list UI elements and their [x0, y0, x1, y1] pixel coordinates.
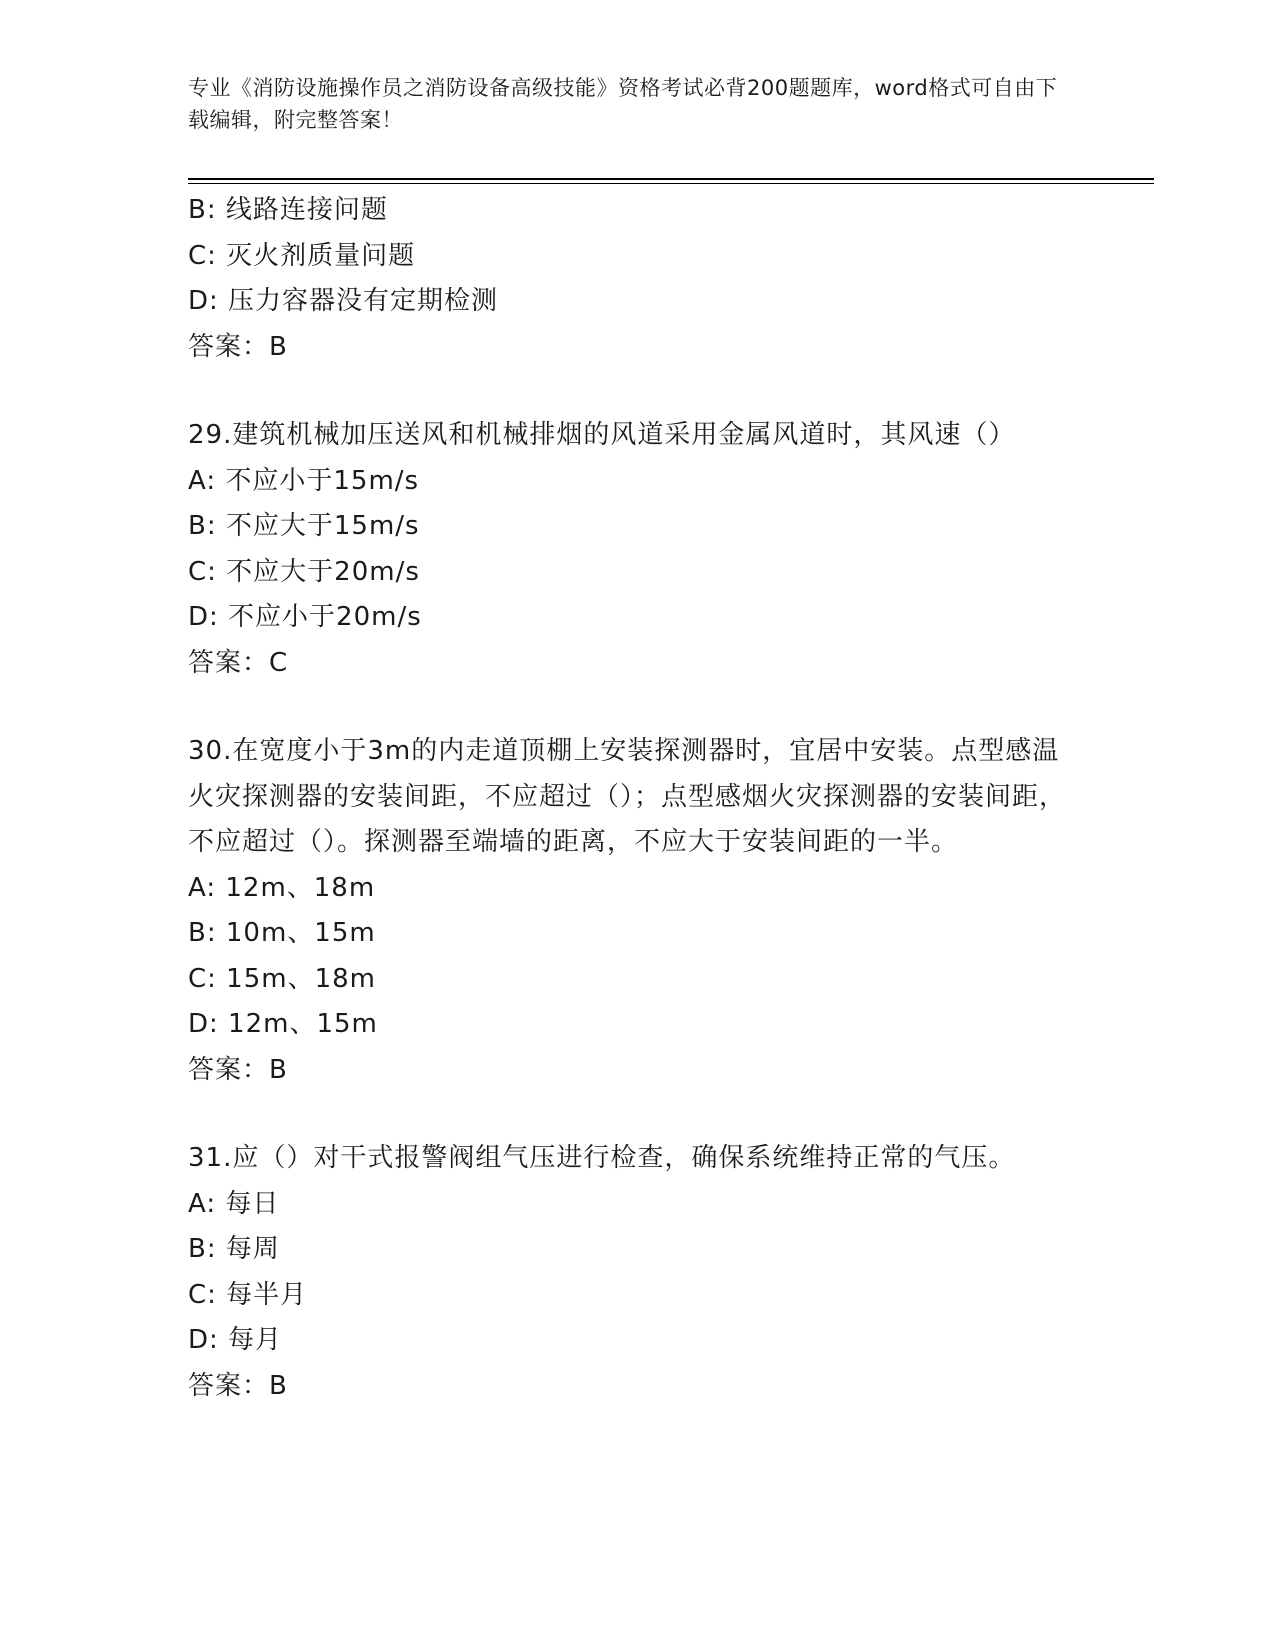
option-a: A: 不应小于15m/s	[188, 465, 420, 496]
option-d: D: 不应小于20m/s	[188, 602, 422, 632]
spacer	[188, 686, 1068, 729]
option-b: B: 不应大于15m/s	[188, 511, 420, 541]
question-block-31	[188, 1136, 1068, 1409]
option-d: D: 每月	[188, 1325, 283, 1355]
option-a: A: 12m、18m	[188, 872, 376, 903]
option-a: A: 每日	[188, 1188, 280, 1219]
question-block-30	[188, 729, 1068, 1093]
question-text: 29.建筑机械加压送风和机械排烟的风道采用金属风道时，其风速（）	[188, 420, 1016, 450]
question-text: 31.应（）对干式报警阀组气压进行检查，确保系统维持正常的气压。	[188, 1143, 1016, 1173]
option-d: D: 压力容器没有定期检测	[188, 286, 499, 316]
answer-line: 答案：B	[188, 1054, 288, 1085]
spacer	[188, 1093, 1068, 1136]
answer-line: 答案：B	[188, 331, 288, 362]
document-header: 专业《消防设施操作员之消防设备高级技能》资格考试必背200题题库，word格式可自由下载编辑，附完整答案！	[188, 76, 1058, 132]
option-c: C: 每半月	[188, 1279, 308, 1310]
header-divider-thick	[188, 178, 1154, 180]
option-b: B: 线路连接问题	[188, 195, 388, 225]
spacer	[188, 370, 1068, 413]
question-list	[188, 188, 1068, 1409]
question-text: 30.在宽度小于3m的内走道顶棚上安装探测器时，宜居中安装。点型感温火灾探测器的安装间距，不应超过（）；点型感烟火灾探测器的安装间距，不应超过（）。探测器至端墙的距离，不应大于安装间距的一半。	[188, 736, 1067, 857]
question-block-28	[188, 188, 1068, 370]
option-c: C: 15m、18m	[188, 963, 377, 994]
option-d: D: 12m、15m	[188, 1009, 378, 1039]
option-c: C: 不应大于20m/s	[188, 556, 420, 587]
option-b: B: 每周	[188, 1234, 280, 1264]
answer-line: 答案：C	[188, 647, 289, 678]
option-c: C: 灭火剂质量问题	[188, 240, 416, 271]
header-divider-thin	[188, 183, 1154, 184]
option-b: B: 10m、15m	[188, 918, 376, 948]
answer-line: 答案：B	[188, 1370, 288, 1401]
question-block-29	[188, 413, 1068, 686]
